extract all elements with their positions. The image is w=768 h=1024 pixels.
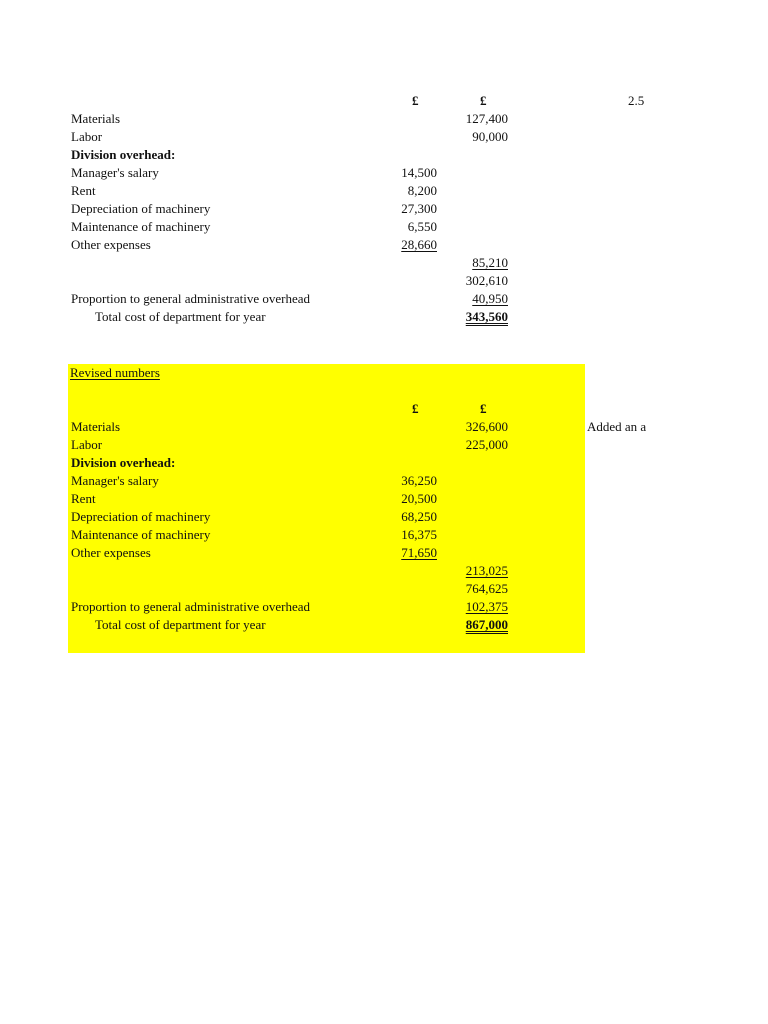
- revised-overhead-subtotal: 213,025: [465, 563, 508, 578]
- top-division-overhead-label: Division overhead:: [71, 147, 176, 162]
- top-rent-label: Rent: [71, 183, 96, 198]
- revised-proportion-label: Proportion to general administrative overhead: [71, 599, 310, 614]
- revised-proportion-value: 102,375: [465, 599, 508, 614]
- top-proportion-label: Proportion to general administrative overhead: [71, 291, 310, 306]
- top-labor-label: Labor: [71, 129, 103, 144]
- top-subtotal: 302,610: [465, 273, 508, 288]
- top-header-col2: £: [480, 93, 487, 108]
- revised-labor-value: 225,000: [465, 437, 508, 452]
- revised-other-expenses-value: 71,650: [401, 545, 437, 560]
- revised-managers-salary-value: 36,250: [401, 473, 437, 488]
- revised-division-overhead-label: Division overhead:: [71, 455, 176, 470]
- top-maintenance-value: 6,550: [407, 219, 437, 234]
- revised-header-col1: £: [412, 401, 419, 416]
- top-rent-value: 8,200: [407, 183, 437, 198]
- revised-materials-label: Materials: [71, 419, 121, 434]
- revised-depreciation-label: Depreciation of machinery: [71, 509, 211, 524]
- top-total-label: Total cost of department for year: [95, 309, 266, 324]
- top-maintenance-label: Maintenance of machinery: [71, 219, 211, 234]
- top-other-expenses-value: 28,660: [401, 237, 437, 252]
- revised-subtotal: 764,625: [465, 581, 508, 596]
- top-note: 2.5: [628, 93, 645, 108]
- revised-header-col2: £: [480, 401, 487, 416]
- top-overhead-subtotal: 85,210: [472, 255, 508, 270]
- top-total-value: 343,560: [465, 309, 508, 324]
- revised-rent-value: 20,500: [401, 491, 437, 506]
- revised-total-value: 867,000: [465, 617, 508, 632]
- top-managers-salary-label: Manager's salary: [71, 165, 159, 180]
- revised-note: Added an a: [587, 419, 647, 434]
- revised-title: Revised numbers: [70, 365, 160, 380]
- top-depreciation-label: Depreciation of machinery: [71, 201, 211, 216]
- top-labor-value: 90,000: [472, 129, 508, 144]
- top-header-col1: £: [412, 93, 419, 108]
- top-materials-value: 127,400: [465, 111, 508, 126]
- revised-other-expenses-label: Other expenses: [71, 545, 151, 560]
- top-materials-label: Materials: [71, 111, 121, 126]
- revised-total-label: Total cost of department for year: [95, 617, 266, 632]
- revised-materials-value: 326,600: [465, 419, 508, 434]
- top-managers-salary-value: 14,500: [401, 165, 437, 180]
- revised-managers-salary-label: Manager's salary: [71, 473, 159, 488]
- revised-maintenance-value: 16,375: [401, 527, 437, 542]
- top-other-expenses-label: Other expenses: [71, 237, 151, 252]
- revised-labor-label: Labor: [71, 437, 103, 452]
- revised-depreciation-value: 68,250: [401, 509, 437, 524]
- top-depreciation-value: 27,300: [401, 201, 437, 216]
- revised-rent-label: Rent: [71, 491, 96, 506]
- top-proportion-value: 40,950: [472, 291, 508, 306]
- revised-maintenance-label: Maintenance of machinery: [71, 527, 211, 542]
